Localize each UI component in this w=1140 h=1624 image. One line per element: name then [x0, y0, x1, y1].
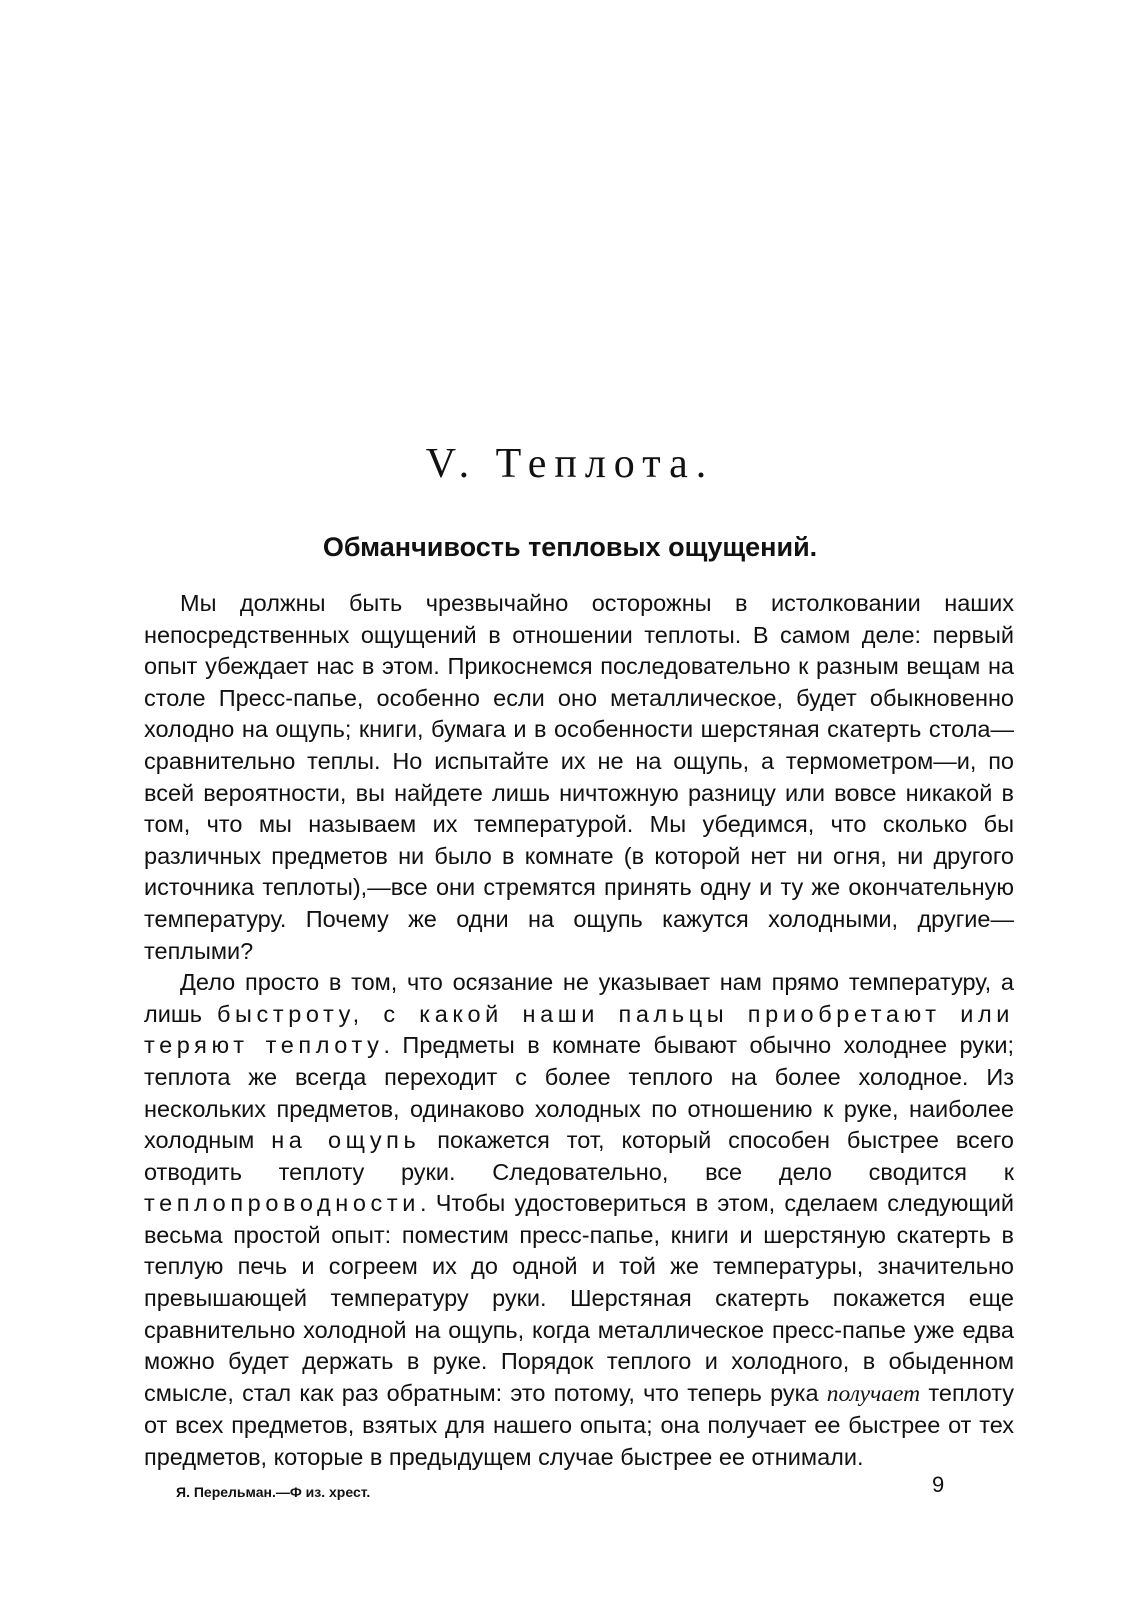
spaced-emphasis-speed: быстроту, с какой наши пальцы приобретают или теряют теплоту	[144, 1000, 1015, 1059]
paragraph-2-text-4: . Чтобы удостовериться в этом, сделаем следующий весьма простой опыт: поместим пресс-папье, книги и шерстяную скатерть в теплую печь и согреем их до одной и той же температуры, значительно превышающей температуру руки. Шерстяная скатерть покажется еще сравнительно холодной на ощупь, когда металлическое пресс-папье уже едва можно будет держать в руке. Порядок теплого и холодного, в обыденном смысле, стал как раз обратным: это потому, что теперь рука	[144, 1190, 1014, 1406]
body-text	[144, 588, 1014, 1474]
italic-emphasis-receives: получает	[826, 1380, 921, 1407]
paragraph-2-text-1: Дело просто в том, что осязание не указывает нам прямо температуру, а лишь	[144, 969, 1014, 1027]
chapter-title: V. Теплота.	[425, 441, 715, 487]
paragraph-1: Мы должны быть чрезвычайно осторожны в истолковании наших непосредственных ощущений в отношении теплоты. В самом деле: первый опыт убеждает нас в этом. Прикоснемся последовательно к разным вещам на столе Пресс-папье, особенно если оно металлическое, будет обыкновенно холодно на ощупь; книги, бумага и в особенности шерстяная скатерть стола—сравнительно теплы. Но испытайте их не на ощупь, а термометром—и, по всей вероятности, вы найдете лишь ничтожную разницу или вовсе никакой в том, что мы называем их температурой. Мы убедимся, что сколько бы различных предметов ни было в комнате (в которой нет ни огня, ни другого источника теплоты),—все они стремятся принять одну и ту же окончательную температуру. Почему же одни на ощупь кажутся холодными, другие—теплыми?	[144, 590, 1014, 964]
paragraph-2-text-5: теплоту от всех предметов, взятых для нашего опыта; она получает ее быстрее от тех предметов, которые в предыдущем случае быстрее ее отнимали.	[144, 1379, 1014, 1471]
paragraph-2	[144, 967, 1014, 1474]
paragraph-2-text-2: . Предметы в комнате бывают обычно холоднее руки; теплота же всегда переходит с более теплого на более холодное. Из нескольких предметов, одинаково холодных по отношению к руке, наиболее холодным	[144, 1032, 1014, 1154]
paragraph-2-text-3: покажется тот, который способен быстрее всего отводить теплоту руки. Следовательно, все дело сводится к	[144, 1127, 1014, 1185]
spaced-emphasis-conductivity: теплопроводности	[144, 1190, 420, 1217]
section-title: Обманчивость тепловых ощущений.	[322, 532, 818, 562]
page-number: 9	[932, 1472, 945, 1497]
spaced-emphasis-to-touch: на ощупь	[271, 1127, 421, 1154]
footer-signature: Я. Перельман.—Ф из. хрест.	[176, 1484, 371, 1500]
